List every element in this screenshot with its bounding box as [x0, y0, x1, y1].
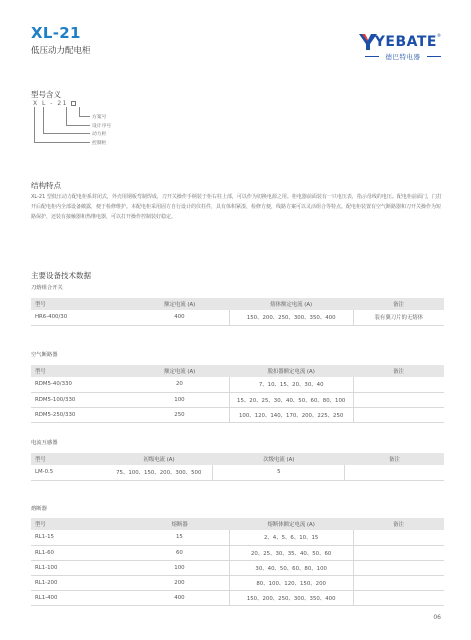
table-knife-switch-title: 刀熔组合开关 [31, 285, 63, 291]
cell-model: RL1-15 [31, 530, 130, 545]
table-ct-title: 电流互感器 [31, 440, 58, 446]
table-row [31, 407, 444, 422]
cell-model: RL1-60 [31, 545, 130, 560]
cell-model: HR6-400/30 [31, 310, 130, 325]
cell-remark: 装有翼刀片的无熔体 [353, 310, 444, 325]
legend-scheme-no: 方案号 [92, 115, 107, 120]
legend-power-cabinet: 动力柜 [92, 132, 107, 137]
col-rated-current: 额定电流 (A) [164, 369, 196, 375]
cell-remark [353, 407, 444, 422]
cell-model: RL1-200 [31, 575, 130, 590]
cell-secondary-current: 5 [213, 465, 345, 480]
structure-heading: 结构特点 [31, 181, 61, 190]
table-row [31, 465, 444, 480]
col-fuse-link-current: 熔断体额定电流 (A) [267, 522, 315, 528]
cell-fuse-current: 150、200、250、300、350、400 [229, 310, 353, 325]
model-meaning-heading: 型号含义 [31, 90, 61, 99]
table-row [31, 377, 444, 392]
cell-rated-current: 250 [130, 407, 229, 422]
table-row [31, 392, 444, 407]
cell-fuse-link-current: 80、100、120、150、200 [229, 575, 353, 590]
table-row [31, 530, 444, 545]
table-header-row [31, 518, 444, 530]
structure-paragraph: XL-21 型低压动力配电柜系封闭式，外壳用钢板弯制焊成，刀开关操作手柄装于柜右柱上部，可以作为切换电源之用。柜电器前面装有一只电压表，指示母线的电压。配电柜前面门，门打开后配电柜内全部设备敞露，便于检修维护。本配电柜采用固方自行设计的仪柱件，具有体积紧凑，检修方便，线路方案可以灵活组合等特点。配电柜装置有空气断路器和刀开关操作为短路保护，还装有接触器和热继电器，可以打开操作控制装好稳定。 [31, 194, 442, 220]
col-model: 型号 [35, 457, 46, 463]
cell-model: RDM5-40/330 [31, 377, 130, 392]
main-params-heading: 主要设备技术数据 [31, 271, 91, 280]
logo-chinese-name: 德巴特电器 [385, 53, 421, 61]
cell-remark [353, 392, 444, 407]
col-rated-current: 额定电流 (A) [164, 302, 196, 308]
cell-fuse-link-current: 150、200、250、300、350、400 [229, 590, 353, 605]
cell-remark [353, 530, 444, 545]
cell-remark [353, 377, 444, 392]
page-title: XL-21 [31, 24, 81, 42]
cell-fuse: 60 [130, 545, 229, 560]
col-secondary-current: 次级电流 (A) [263, 457, 295, 463]
cell-primary-current: 75、100、150、200、300、500 [105, 465, 212, 480]
table-header-row [31, 453, 444, 465]
cell-rated-current: 100 [130, 392, 229, 407]
model-code-diagram [33, 100, 133, 150]
cell-remark [345, 465, 444, 480]
table-row [31, 590, 444, 605]
table-header-row [31, 298, 444, 310]
cell-trip-current: 15、20、25、30、40、50、60、80、100 [229, 392, 353, 407]
page-subtitle: 低压动力配电柜 [31, 46, 91, 56]
table-breaker [31, 365, 444, 423]
cell-remark [353, 560, 444, 575]
legend-control-cabinet: 控制柜 [92, 141, 107, 146]
col-remark: 备注 [393, 369, 404, 375]
col-remark: 备注 [393, 522, 404, 528]
col-fuse-current: 熔体额定电流 (A) [270, 302, 313, 308]
col-primary-current: 初级电流 (A) [143, 457, 175, 463]
cell-rated-current: 20 [130, 377, 229, 392]
table-row [31, 575, 444, 590]
cell-fuse-link-current: 2、4、5、6、10、15 [229, 530, 353, 545]
cell-model: RL1-100 [31, 560, 130, 575]
col-model: 型号 [35, 302, 46, 308]
table-row [31, 310, 444, 325]
legend-design-no: 设计序号 [92, 124, 112, 129]
cell-remark [353, 545, 444, 560]
cell-fuse: 100 [130, 560, 229, 575]
logo-wordmark: YEBATE [374, 34, 437, 50]
cell-remark [353, 575, 444, 590]
table-current-transformer [31, 453, 444, 481]
brand-logo [359, 34, 441, 62]
table-fuse-title: 熔断器 [31, 506, 47, 512]
cell-fuse-link-current: 20、25、30、35、40、50、60 [229, 545, 353, 560]
cell-model: LM-0.5 [31, 465, 105, 480]
cell-trip-current: 7、10、15、20、30、40 [229, 377, 353, 392]
table-breaker-title: 空气断路器 [31, 352, 58, 358]
cell-fuse-link-current: 30、40、50、60、80、100 [229, 560, 353, 575]
table-knife-switch [31, 298, 444, 326]
page-number: 06 [433, 614, 441, 621]
cell-remark [353, 590, 444, 605]
col-remark: 备注 [389, 457, 400, 463]
cell-model: RL1-400 [31, 590, 130, 605]
table-row [31, 560, 444, 575]
table-header-row [31, 365, 444, 377]
table-row [31, 545, 444, 560]
model-code [33, 100, 76, 107]
col-model: 型号 [35, 522, 46, 528]
cell-rated-current: 400 [130, 310, 229, 325]
col-model: 型号 [35, 369, 46, 375]
cell-trip-current: 100、120、140、170、200、225、250 [229, 407, 353, 422]
cell-model: RDM5-100/330 [31, 392, 130, 407]
col-remark: 备注 [393, 302, 404, 308]
cell-fuse: 200 [130, 575, 229, 590]
model-code-letters: X L - 21 [33, 100, 68, 107]
table-fuse [31, 518, 444, 606]
cell-fuse: 400 [130, 590, 229, 605]
registered-mark: ® [437, 33, 441, 38]
cell-fuse: 15 [130, 530, 229, 545]
col-trip-current: 脱扣器额定电流 (A) [267, 369, 315, 375]
model-code-box [71, 101, 76, 106]
col-fuse: 熔断器 [171, 522, 188, 528]
cell-model: RDM5-250/330 [31, 407, 130, 422]
